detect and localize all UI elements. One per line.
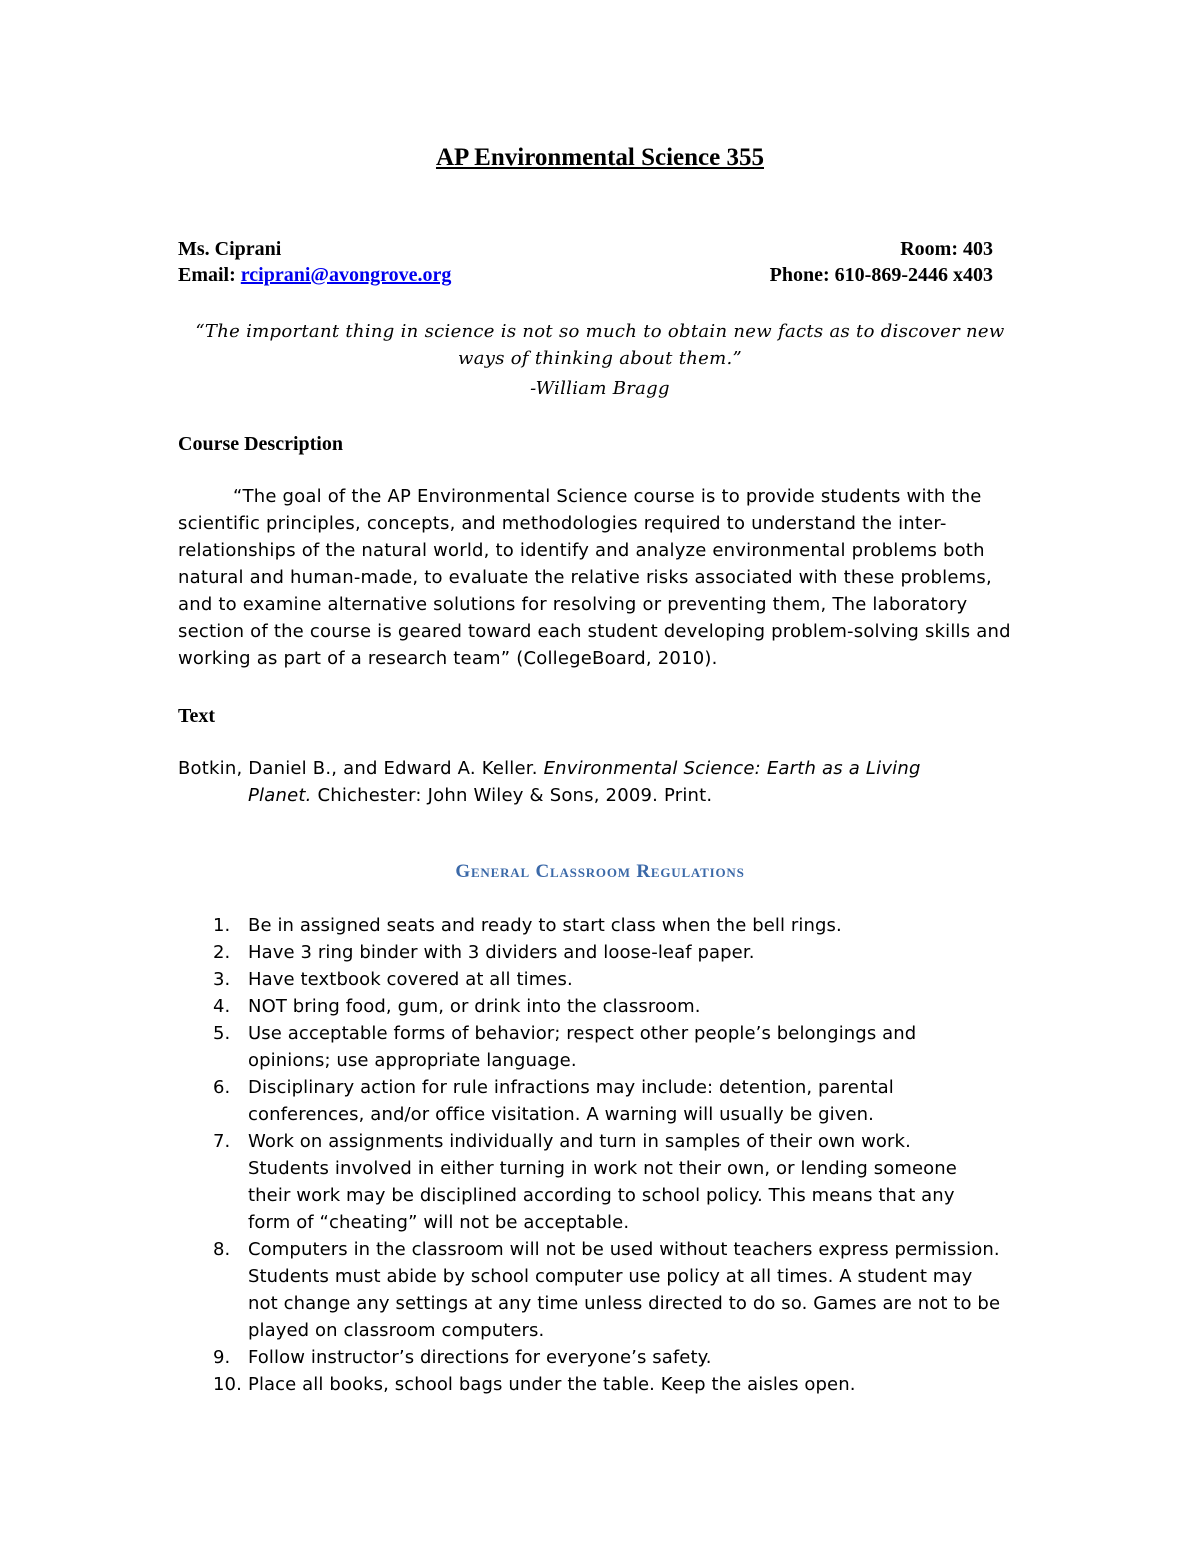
list-item bbox=[213, 966, 1073, 993]
list-item bbox=[213, 939, 1073, 966]
list-item-text: Disciplinary action for rule infractions may include: detention, parental bbox=[248, 1077, 894, 1098]
email-link[interactable]: rciprani@avongrove.org bbox=[240, 264, 452, 286]
contact-row-1 bbox=[178, 238, 993, 261]
list-item-text: Computers in the classroom will not be used without teachers express permission. bbox=[248, 1239, 1000, 1260]
list-item-text: played on classroom computers. bbox=[248, 1320, 545, 1341]
reference-line-2 bbox=[248, 785, 712, 806]
page-title: AP Environmental Science 355 bbox=[435, 144, 764, 171]
list-item-text: Have textbook covered at all times. bbox=[248, 969, 573, 990]
email-line bbox=[178, 264, 451, 287]
list-item-text: Have 3 ring binder with 3 dividers and loose-leaf paper. bbox=[248, 942, 755, 963]
reference-title-part1: Environmental Science: Earth as a Living bbox=[543, 758, 921, 779]
regulations-list bbox=[213, 912, 1073, 1398]
teacher-name: Ms. Ciprani bbox=[178, 238, 282, 260]
email-label: Email: bbox=[178, 264, 241, 286]
list-item-number: 8. bbox=[213, 1239, 231, 1260]
paragraph-line: relationships of the natural world, to identify and analyze environmental problems both bbox=[178, 540, 985, 561]
text-heading: Text bbox=[178, 705, 216, 727]
phone-number: Phone: 610-869-2446 x403 bbox=[769, 264, 993, 286]
list-item-text: Students must abide by school computer use policy at all times. A student may bbox=[248, 1266, 973, 1287]
contact-row-2 bbox=[178, 264, 993, 287]
list-item-number: 3. bbox=[213, 969, 231, 990]
quote-author: -William Bragg bbox=[530, 378, 670, 399]
list-item-text: Place all books, school bags under the table. Keep the aisles open. bbox=[248, 1374, 856, 1395]
list-item-number: 7. bbox=[213, 1131, 231, 1152]
list-item-number: 4. bbox=[213, 996, 231, 1017]
list-item-number: 1. bbox=[213, 915, 231, 936]
list-item-text: Work on assignments individually and turn in samples of their own work. bbox=[248, 1131, 911, 1152]
list-item-text: form of “cheating” will not be acceptable. bbox=[248, 1212, 630, 1233]
reference-publisher: Chichester: John Wiley & Sons, 2009. Print. bbox=[311, 785, 713, 806]
room-number: Room: 403 bbox=[900, 238, 993, 260]
quote-line-2: ways of thinking about them.” bbox=[458, 348, 742, 369]
list-item-text: NOT bring food, gum, or drink into the classroom. bbox=[248, 996, 701, 1017]
list-item-text: Follow instructor’s directions for everyone’s safety. bbox=[248, 1347, 712, 1368]
regulations-heading: General Classroom Regulations bbox=[455, 861, 745, 882]
list-item-number: 10. bbox=[213, 1374, 242, 1395]
paragraph-line: “The goal of the AP Environmental Science course is to provide students with the bbox=[233, 486, 982, 507]
list-item bbox=[213, 1128, 1073, 1236]
list-item bbox=[213, 1020, 1073, 1074]
course-description-heading: Course Description bbox=[178, 433, 343, 455]
list-item bbox=[213, 912, 1073, 939]
paragraph-line: and to examine alternative solutions for resolving or preventing them, The laboratory bbox=[178, 594, 968, 615]
list-item bbox=[213, 1074, 1073, 1128]
list-item-number: 9. bbox=[213, 1347, 231, 1368]
list-item-text: not change any settings at any time unless directed to do so. Games are not to be bbox=[248, 1293, 1001, 1314]
reference-title-part2: Planet. bbox=[248, 785, 312, 806]
list-item bbox=[213, 1371, 1073, 1398]
paragraph-line: natural and human-made, to evaluate the relative risks associated with these problems, bbox=[178, 567, 992, 588]
quote-line-1: “The important thing in science is not so much to obtain new facts as to discover new bbox=[195, 321, 1005, 342]
list-item bbox=[213, 1236, 1073, 1344]
paragraph-line: section of the course is geared toward each student developing problem-solving skills and bbox=[178, 621, 1011, 642]
reference-authors: Botkin, Daniel B., and Edward A. Keller. bbox=[178, 758, 544, 779]
list-item bbox=[213, 1344, 1073, 1371]
list-item-text: Be in assigned seats and ready to start class when the bell rings. bbox=[248, 915, 842, 936]
list-item-text: conferences, and/or office visitation. A warning will usually be given. bbox=[248, 1104, 874, 1125]
reference-line-1 bbox=[178, 758, 921, 779]
list-item bbox=[213, 993, 1073, 1020]
list-item-text: Students involved in either turning in work not their own, or lending someone bbox=[248, 1158, 957, 1179]
paragraph-line: working as part of a research team” (CollegeBoard, 2010). bbox=[178, 648, 718, 669]
list-item-number: 2. bbox=[213, 942, 231, 963]
list-item-number: 6. bbox=[213, 1077, 231, 1098]
list-item-text: Use acceptable forms of behavior; respect other people’s belongings and bbox=[248, 1023, 917, 1044]
list-item-number: 5. bbox=[213, 1023, 231, 1044]
list-item-text: their work may be disciplined according to school policy. This means that any bbox=[248, 1185, 955, 1206]
paragraph-line: scientific principles, concepts, and methodologies required to understand the inter- bbox=[178, 513, 947, 534]
list-item-text: opinions; use appropriate language. bbox=[248, 1050, 577, 1071]
